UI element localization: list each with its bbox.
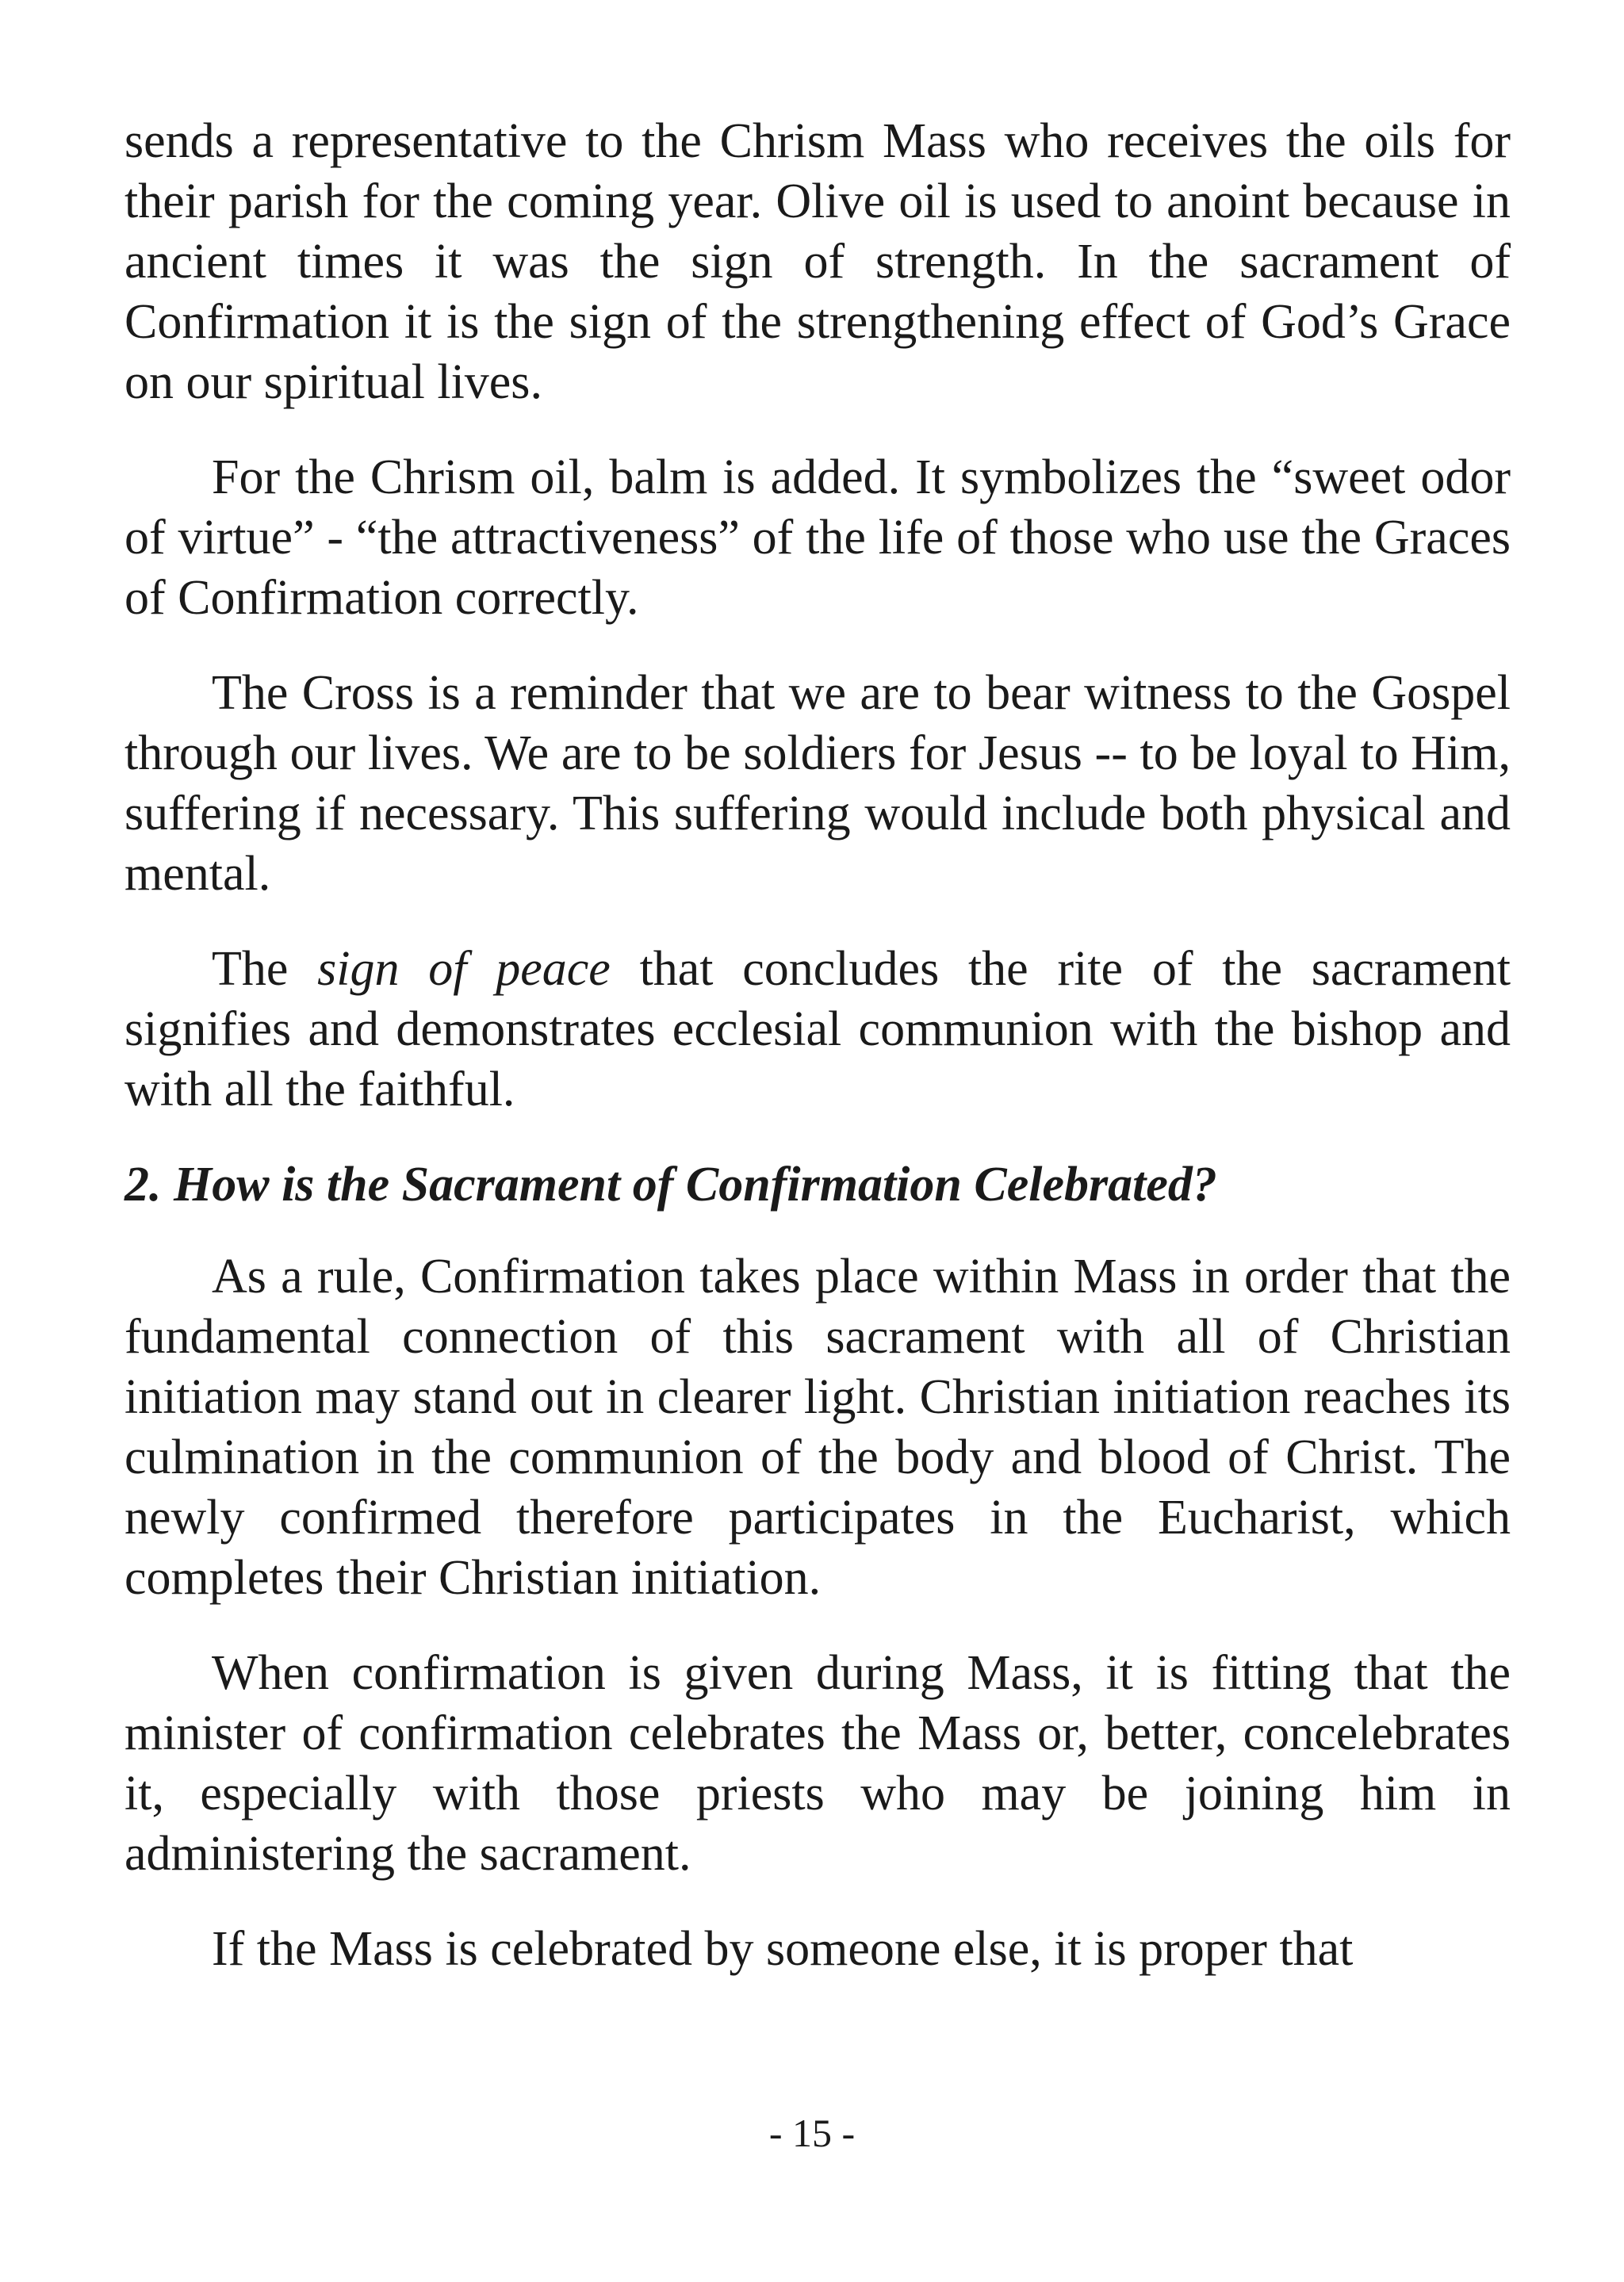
paragraph-minister: When confirmation is given during Mass, it is fitting that the minister of confirmation celebrates the Mass or, better, concelebrates it, especially with those priests who may be joining him in administering the sacrament. [124, 1646, 1511, 1881]
paragraph-cross: The Cross is a reminder that we are to bear witness to the Gospel through our lives. We are to be soldiers for Jesus -- to be loyal to Him, suffering if necessary. This suffering would include both physical and mental. [124, 666, 1511, 901]
paragraph-chrism-mass: sends a representative to the Chrism Mass who receives the oils for their parish for the coming year. Olive oil is used to anoint because in ancient times it was the sign of strength. In the sacrament of Confirmation it is the sign of the strengthening effect of God’s Grace on our spiritual lives. [124, 114, 1511, 409]
page-body [124, 111, 1511, 2014]
sign-of-peace-emphasis: sign of peace [317, 942, 611, 996]
sign-of-peace-before: The [212, 942, 318, 996]
section-heading: 2. How is the Sacrament of Confirmation Celebrated? [124, 1158, 1217, 1212]
sign-of-peace-after: that concludes the rite of the sacrament signifies and demonstrates ecclesial communion with the bishop and with all the faithful. [124, 942, 1511, 1116]
paragraph-someone-else: If the Mass is celebrated by someone else, it is proper that [212, 1922, 1354, 1976]
paragraph-balm: For the Chrism oil, balm is added. It symbolizes the “sweet odor of virtue” - “the attractiveness” of the life of those who use the Graces of Confirmation correctly. [124, 450, 1511, 625]
paragraph-sign-of-peace [124, 939, 1511, 1120]
paragraph-within-mass: As a rule, Confirmation takes place within Mass in order that the fundamental connection of this sacrament with all of Christian initiation may stand out in clearer light. Christian initiation reaches its culmination in the communion of the body and blood of Christ. The newly confirmed therefore participates in the Eucharist, which completes their Christian initiation. [124, 1250, 1511, 1605]
page-number: - 15 - [768, 2111, 856, 2155]
